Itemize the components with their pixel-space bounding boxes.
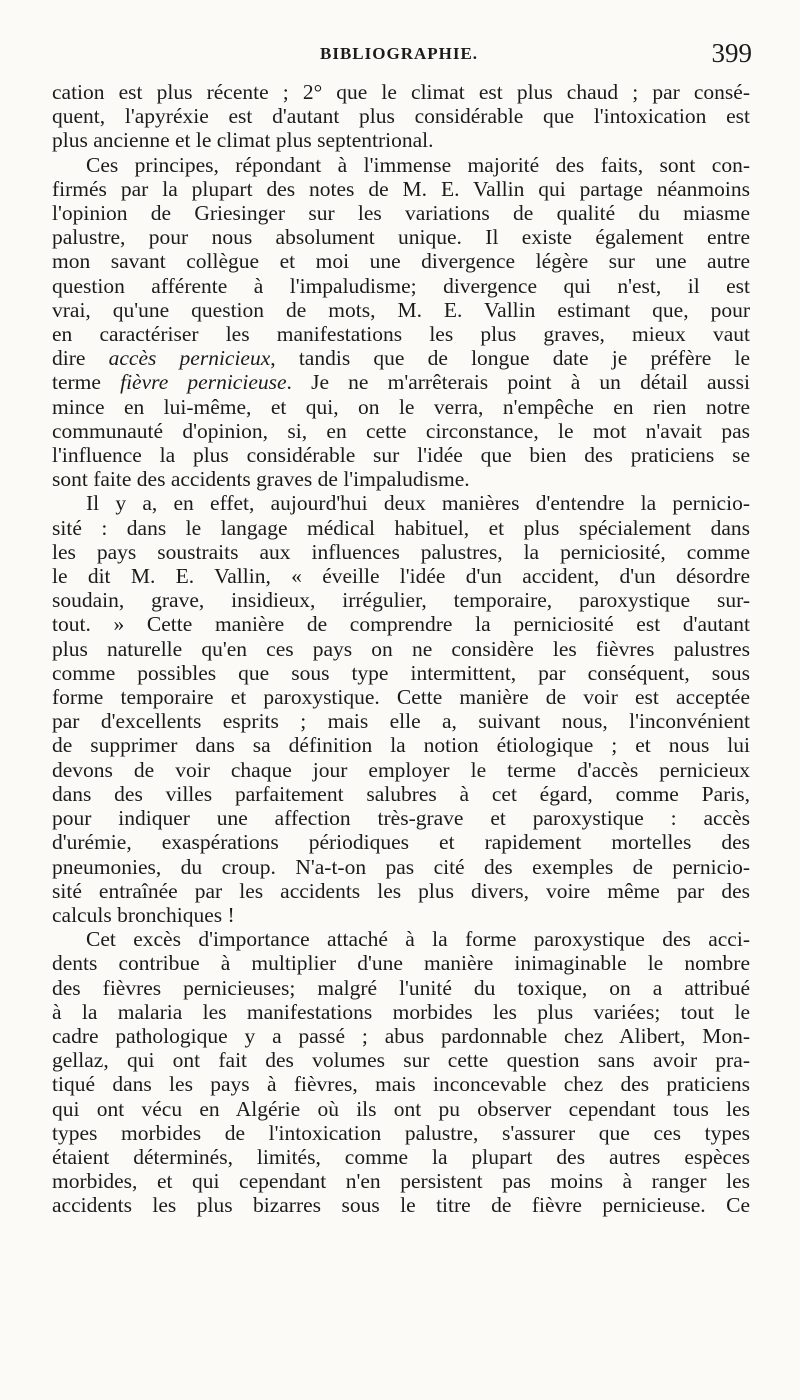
text-line: vrai, qu'une question de mots, M. E. Vallin estimant que, pour	[52, 297, 750, 322]
body-text	[52, 80, 750, 1218]
text-line: cation est plus récente ; 2° que le climat est plus chaud ; par consé-	[52, 80, 750, 104]
text-line: question afférente à l'impaludisme; divergence qui n'est, il est	[52, 273, 750, 298]
text-line: étaient déterminés, limités, comme la plupart des autres espèces	[52, 1144, 750, 1169]
text-line: Il y a, en effet, aujourd'hui deux manières d'entendre la pernicio-	[86, 491, 750, 516]
text-line: accidents les plus bizarres sous le titre de fièvre pernicieuse. Ce	[52, 1193, 750, 1218]
text-line: pneumonies, du croup. N'a-t-on pas cité des exemples de pernicio-	[52, 854, 750, 879]
italic-term: accès pernicieux	[108, 346, 271, 371]
text-line: en caractériser les manifestations les plus graves, mieux vaut	[52, 322, 750, 347]
text-line: mince en lui-même, et qui, on le verra, n'empêche en rien notre	[52, 394, 750, 419]
text-line: devons de voir chaque jour employer le terme d'accès pernicieux	[52, 757, 750, 782]
text-line: gellaz, qui ont fait des volumes sur cette question sans avoir pra-	[52, 1048, 750, 1073]
page-header	[52, 38, 752, 78]
text-line: palustre, pour nous absolument unique. Il existe également entre	[52, 225, 750, 250]
italic-term: fièvre pernicieuse	[120, 370, 287, 395]
text-line: cadre pathologique y a passé ; abus pardonnable chez Alibert, Mon-	[52, 1023, 750, 1048]
running-head: BIBLIOGRAPHIE.	[320, 44, 479, 63]
text-line: le dit M. E. Vallin, « éveille l'idée d'un accident, d'un désordre	[52, 564, 750, 589]
text-line: Ces principes, répondant à l'immense majorité des faits, sont con-	[86, 152, 750, 177]
text-segment: , tandis que de longue date je préfère le	[270, 346, 750, 371]
text-line: de supprimer dans sa définition la notion étiologique ; et nous lui	[52, 733, 750, 758]
text-line	[52, 346, 750, 370]
text-line: sité entraînée par les accidents les plus divers, voire même par des	[52, 878, 750, 903]
text-line: Cet excès d'importance attaché à la forme paroxystique des acci-	[86, 927, 750, 952]
text-line: des fièvres pernicieuses; malgré l'unité du toxique, on a attribué	[52, 975, 750, 1000]
text-line: forme temporaire et paroxystique. Cette manière de voir est acceptée	[52, 685, 750, 710]
text-line: sité : dans le langage médical habituel, et plus spécialement dans	[52, 515, 750, 540]
text-line: sont faite des accidents graves de l'impaludisme.	[52, 467, 470, 492]
text-line: plus ancienne et le climat plus septentrional.	[52, 128, 434, 153]
page-number: 399	[711, 38, 752, 68]
text-line: l'opinion de Griesinger sur les variations de qualité du miasme	[52, 201, 750, 226]
text-line: par d'excellents esprits ; mais elle a, suivant nous, l'inconvénient	[52, 709, 750, 734]
text-line: quent, l'apyréxie est d'autant plus considérable que l'intoxication est	[52, 104, 750, 129]
text-line: mon savant collègue et moi une divergence légère sur une autre	[52, 249, 750, 274]
text-line: à la malaria les manifestations morbides les plus variées; tout le	[52, 999, 750, 1024]
text-line: types morbides de l'intoxication palustre, s'assurer que ces types	[52, 1120, 750, 1145]
text-line: comme possibles que sous type intermittent, par conséquent, sous	[52, 660, 750, 685]
text-segment: . Je ne m'arrêterais point à un détail aussi	[286, 370, 750, 395]
text-line: plus naturelle qu'en ces pays on ne considère les fièvres palustres	[52, 636, 750, 661]
text-line: pour indiquer une affection très-grave et paroxystique : accès	[52, 806, 750, 831]
text-line: tout. » Cette manière de comprendre la perniciosité est d'autant	[52, 612, 750, 637]
text-line: firmés par la plupart des notes de M. E. Vallin qui partage néanmoins	[52, 176, 750, 201]
text-line	[52, 370, 750, 394]
text-line: communauté d'opinion, si, en cette circonstance, le mot n'avait pas	[52, 418, 750, 443]
text-segment: terme	[52, 370, 121, 395]
text-line: morbides, et qui cependant n'en persistent pas moins à ranger les	[52, 1169, 750, 1194]
text-line: d'urémie, exaspérations périodiques et rapidement mortelles des	[52, 830, 750, 855]
text-line: tiqué dans les pays à fièvres, mais inconcevable chez des praticiens	[52, 1072, 750, 1097]
text-segment: dire	[52, 346, 109, 371]
text-line: les pays soustraits aux influences palustres, la perniciosité, comme	[52, 539, 750, 564]
text-line: qui ont vécu en Algérie où ils ont pu observer cependant tous les	[52, 1096, 750, 1121]
text-line: calculs bronchiques !	[52, 902, 235, 927]
text-line: soudain, grave, insidieux, irrégulier, temporaire, paroxystique sur-	[52, 588, 750, 613]
text-line: dans des villes parfaitement salubres à cet égard, comme Paris,	[52, 781, 750, 806]
text-line: l'influence la plus considérable sur l'idée que bien des praticiens se	[52, 443, 750, 468]
text-line: dents contribue à multiplier d'une manière inimaginable le nombre	[52, 951, 750, 976]
